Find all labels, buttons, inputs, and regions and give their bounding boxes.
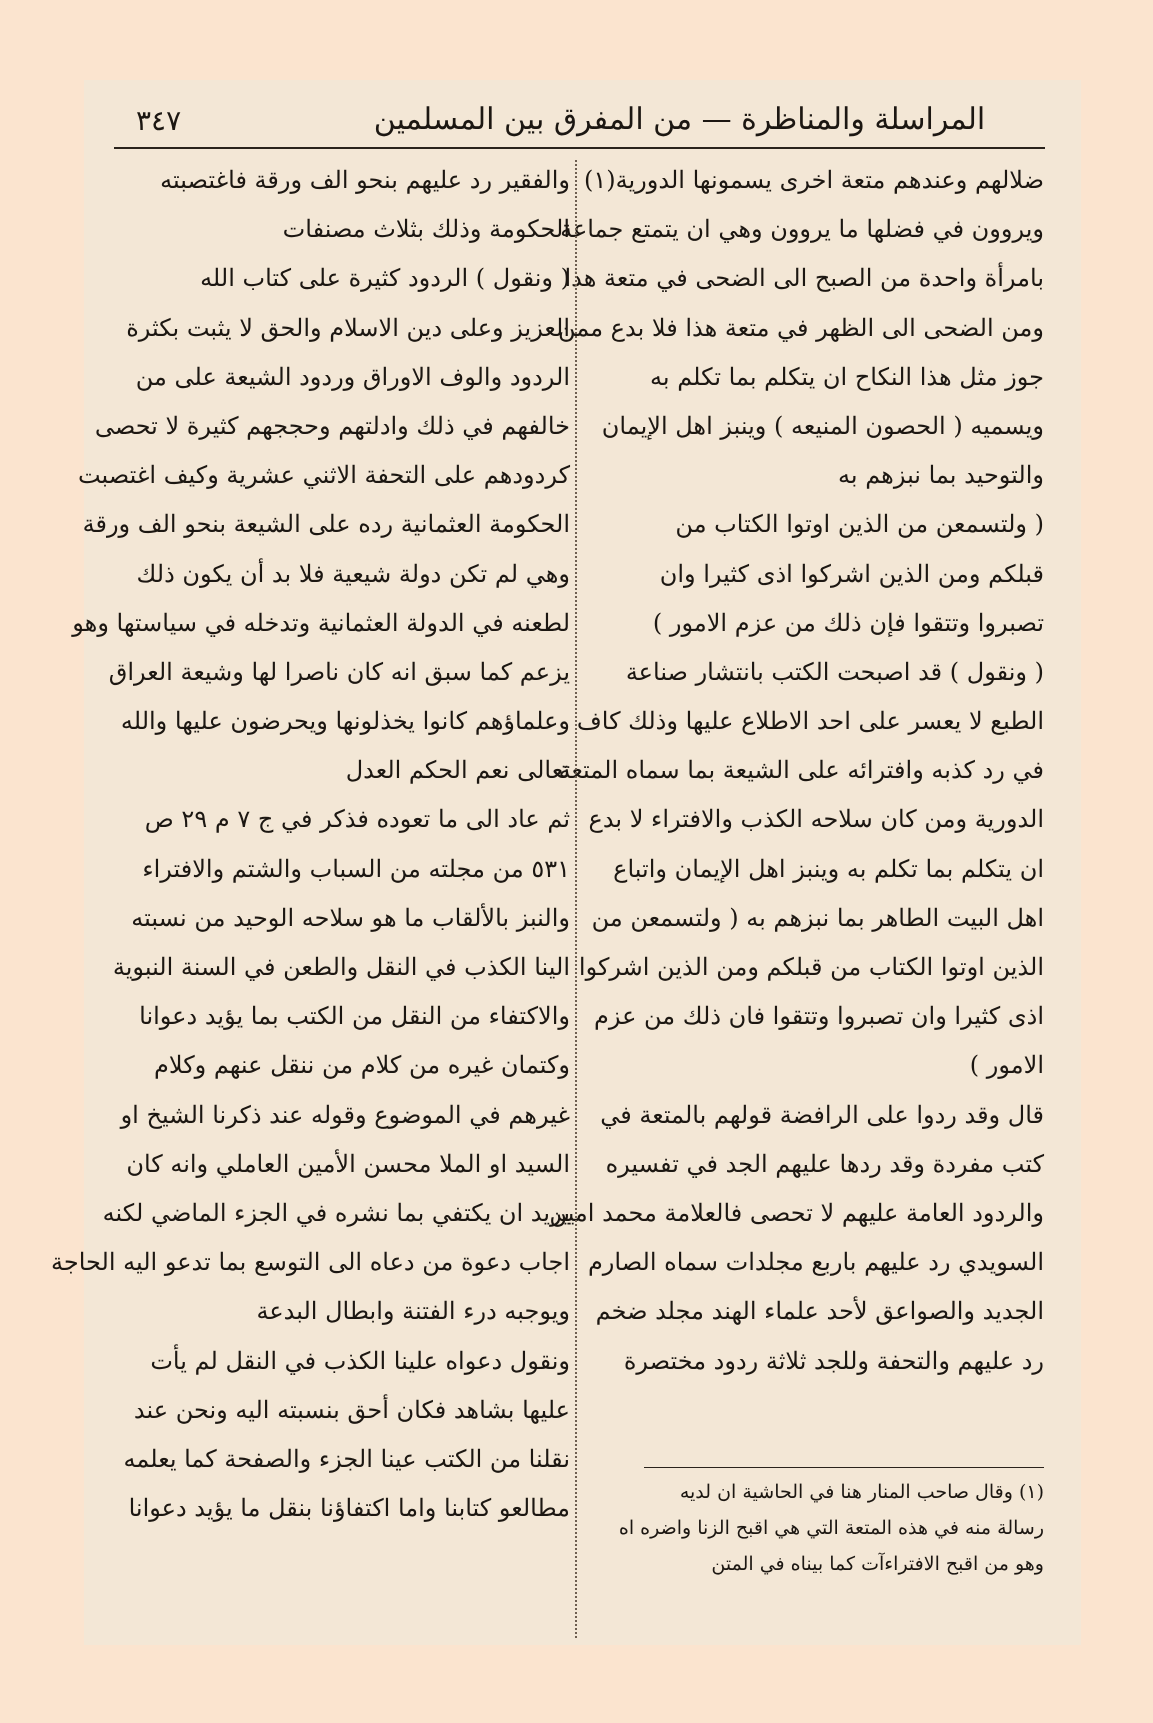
text-line: ويروون في فضلها ما يروون وهي ان يتمتع جماعة (560, 215, 1044, 244)
text-line: عليها بشاهد فكان أحق بنسبته اليه ونحن عند (133, 1395, 570, 1424)
text-line: ونقول دعواه علينا الكذب في النقل لم يأت (150, 1346, 570, 1375)
text-line: والاكتفاء من النقل من الكتب بما يؤيد دعوانا (139, 1002, 570, 1031)
text-line: ٥٣١ من مجلته من السباب والشتم والافتراء (142, 854, 570, 883)
text-line: الينا الكذب في النقل والطعن في السنة النبوية (112, 953, 570, 981)
text-line: غيرهم في الموضوع وقوله عند ذكرنا الشيخ او (120, 1100, 570, 1129)
footnote (582, 1474, 1044, 1582)
text-line: قال وقد ردوا على الرافضة قولهم بالمتعة في (600, 1100, 1044, 1129)
running-title: المراسلة والمناظرة — من المفرق بين المسلمين (373, 102, 986, 137)
header-rule (114, 147, 1045, 149)
text-line: ( ونقول ) الردود كثيرة على كتاب الله (200, 264, 570, 293)
text-line: الجديد والصواعق لأحد علماء الهند مجلد ضخم (595, 1297, 1044, 1326)
text-line: جوز مثل هذا النكاح ان يتكلم بما تكلم به (650, 362, 1044, 391)
text-line: والردود العامة عليهم لا تحصى فالعلامة محمد امين (549, 1198, 1044, 1227)
running-head (114, 94, 1045, 146)
text-line: بامرأة واحدة من الصبح الى الضحى في متعة هذا (564, 264, 1044, 293)
text-line: نقلنا من الكتب عينا الجزء والصفحة كما يعلمه (123, 1444, 570, 1473)
text-line: في رد كذبه وافترائه على الشيعة بما سماه المتعة (558, 756, 1044, 785)
text-line: اجاب دعوة من دعاه الى التوسع بما تدعو اليه الحاجة (51, 1248, 570, 1277)
text-line: كتب مفردة وقد ردها عليهم الجد في تفسيره (605, 1149, 1044, 1178)
footnote-line: (١) وقال صاحب المنار هنا في الحاشية ان لديه (679, 1481, 1044, 1503)
text-line: السويدي رد عليهم باربع مجلدات سماه الصارم (587, 1248, 1044, 1277)
text-line: مطالعو كتابنا واما اكتفاؤنا بنقل ما يؤيد دعوانا (128, 1494, 570, 1523)
text-line: العزيز وعلى دين الاسلام والحق لا يثبت بكثرة (126, 313, 570, 342)
text-line: الطبع لا يعسر على احد الاطلاع عليها وذلك كاف (576, 707, 1044, 736)
text-line: والتوحيد بما نبزهم به (838, 461, 1044, 490)
footnote-rule (644, 1467, 1044, 1468)
text-line: الحكومة العثمانية رده على الشيعة بنحو الف ورقة (82, 510, 570, 539)
column-divider (575, 160, 577, 1638)
text-line: وهي لم تكن دولة شيعية فلا بد أن يكون ذلك (136, 559, 570, 588)
text-line: رد عليهم والتحفة وللجد ثلاثة ردود مختصرة (623, 1346, 1044, 1375)
text-line: لطعنه في الدولة العثمانية وتدخله في سياستها وهو (72, 608, 570, 637)
text-line: ويوجبه درء الفتنة وابطال البدعة (256, 1297, 570, 1326)
text-line: الامور ) (969, 1051, 1044, 1080)
right-text-column (549, 156, 1044, 1386)
footnote-line: رسالة منه في هذه المتعة التي هي اقبح الزنا واضره اه (618, 1517, 1044, 1539)
text-line: كردودهم على التحفة الاثني عشرية وكيف اغتصبت (77, 461, 570, 490)
text-line: ان يتكلم بما تكلم به وينبز اهل الإيمان واتباع (613, 854, 1044, 883)
text-line: تصبروا وتتقوا فإن ذلك من عزم الامور ) (652, 608, 1044, 637)
left-text-column (51, 156, 570, 1533)
text-line: خالفهم في ذلك وادلتهم وحججهم كثيرة لا تحصى (94, 411, 570, 440)
text-line: يريد ان يكتفي بما نشره في الجزء الماضي لكنه (102, 1198, 570, 1227)
text-line: ضلالهم وعندهم متعة اخرى يسمونها الدورية(١) (584, 166, 1044, 194)
footnote-line: وهو من اقبح الافتراءآت كما بيناه في المتن (711, 1553, 1044, 1575)
text-line: والفقير رد عليهم بنحو الف ورقة فاغتصبته (160, 166, 570, 194)
text-line: ( ونقول ) قد اصبحت الكتب بانتشار صناعة (625, 657, 1044, 686)
page-number: ٣٤٧ (136, 104, 182, 137)
text-line: السيد او الملا محسن الأمين العاملي وانه كان (126, 1149, 570, 1178)
text-line: الدورية ومن كان سلاحه الكذب والافتراء لا بدع (588, 805, 1044, 834)
text-line: ( ولتسمعن من الذين اوتوا الكتاب من (675, 510, 1044, 539)
text-line: والنبز بالألقاب ما هو سلاحه الوحيد من نسبته (131, 903, 570, 932)
text-line: وكتمان غيره من كلام من ننقل عنهم وكلام (154, 1051, 570, 1080)
text-line: قبلكم ومن الذين اشركوا اذى كثيرا وان (659, 559, 1044, 588)
book-page (51, 80, 1081, 1645)
text-line: الذين اوتوا الكتاب من قبلكم ومن الذين اشركوا (578, 953, 1044, 981)
text-line: ويسميه ( الحصون المنيعه ) وينبز اهل الإيمان (601, 411, 1044, 440)
text-line: وعلماؤهم كانوا يخذلونها ويحرضون عليها والله (120, 707, 570, 736)
text-line: يزعم كما سبق انه كان ناصرا لها وشيعة العراق (108, 657, 570, 686)
text-line: ومن الضحى الى الظهر في متعة هذا فلا بدع ممن (558, 313, 1044, 342)
text-line: اذى كثيرا وان تصبروا وتتقوا فان ذلك من عزم (593, 1002, 1044, 1031)
text-line: الحكومة وذلك بثلاث مصنفات (282, 215, 570, 244)
text-line: ثم عاد الى ما تعوده فذكر في ج ٧ م ٢٩ ص (144, 805, 570, 834)
text-line: اهل البيت الطاهر بما نبزهم به ( ولتسمعن من (591, 903, 1044, 932)
text-line: الردود والوف الاوراق وردود الشيعة على من (135, 362, 570, 391)
text-line: تعالى نعم الحكم العدل (345, 756, 570, 785)
